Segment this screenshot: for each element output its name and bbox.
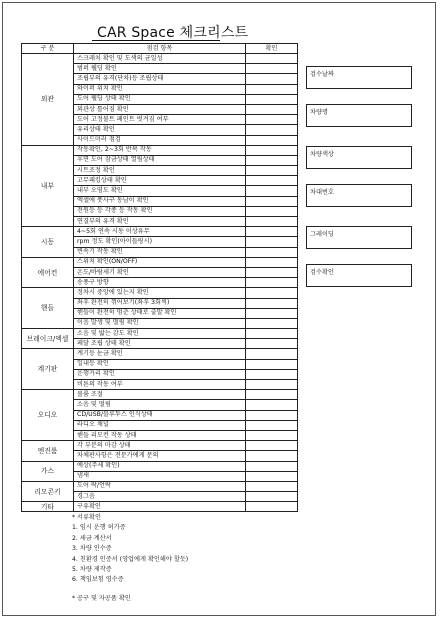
category-cell: 브레이크/엑셀 xyxy=(22,329,74,349)
table-row xyxy=(22,349,298,359)
side-field-box[interactable] xyxy=(306,146,412,169)
table-row xyxy=(22,329,298,339)
check-box-cell[interactable] xyxy=(246,481,298,491)
check-box-cell[interactable] xyxy=(246,390,298,400)
table-header-row xyxy=(22,44,298,54)
table-row xyxy=(22,481,298,491)
check-box-cell[interactable] xyxy=(246,257,298,267)
header-check: 확인 xyxy=(246,44,298,54)
check-item-cell: 라디오 채널 xyxy=(74,420,246,430)
check-item-cell: 정차시 중앙에 있는지 확인 xyxy=(74,288,246,298)
check-box-cell[interactable] xyxy=(246,227,298,237)
check-box-cell[interactable] xyxy=(246,267,298,277)
check-item-cell: 스위치 확인(ON/OFF) xyxy=(74,257,246,267)
category-cell: 엔진룸 xyxy=(22,441,74,461)
check-item-cell: 엑셀에 풋사구 동남이 확인 xyxy=(74,196,246,206)
category-cell: 리모콘키 xyxy=(22,481,74,501)
check-box-cell[interactable] xyxy=(246,104,298,114)
check-box-cell[interactable] xyxy=(246,471,298,481)
check-item-cell: 운행거리 확인 xyxy=(74,369,246,379)
table-row xyxy=(22,257,298,267)
category-cell: 가스 xyxy=(22,461,74,481)
check-box-cell[interactable] xyxy=(246,430,298,440)
check-box-cell[interactable] xyxy=(246,247,298,257)
check-box-cell[interactable] xyxy=(246,492,298,502)
side-field-label: 차대번호 xyxy=(310,189,334,196)
category-cell: 시동 xyxy=(22,227,74,258)
check-box-cell[interactable] xyxy=(246,186,298,196)
checklist-table xyxy=(21,43,298,512)
check-box-cell[interactable] xyxy=(246,349,298,359)
check-item-cell: 스크래치 확인 및 도색의 균일성 xyxy=(74,54,246,64)
check-box-cell[interactable] xyxy=(246,359,298,369)
check-item-cell: 핸들 리모컨 작동 상태 xyxy=(74,430,246,440)
side-field-label: 차량색상 xyxy=(310,151,334,158)
check-item-cell: 온도/바람세기 확인 xyxy=(74,267,246,277)
check-box-cell[interactable] xyxy=(246,74,298,84)
check-box-cell[interactable] xyxy=(246,410,298,420)
category-cell: 핸들 xyxy=(22,288,74,329)
side-field-box[interactable] xyxy=(306,264,412,287)
check-item-cell: 도어 웰딩 상태 확인 xyxy=(74,94,246,104)
title-underline xyxy=(92,40,220,41)
check-item-cell: 송풍구 방향 xyxy=(74,278,246,288)
page-title: CAR Space 체크리스트 xyxy=(97,25,249,41)
check-box-cell[interactable] xyxy=(246,318,298,328)
check-box-cell[interactable] xyxy=(246,369,298,379)
check-item-cell: 와이퍼 위치 확인 xyxy=(74,84,246,94)
check-item-cell: 조립부의 유격(단차)등 조립상태 xyxy=(74,74,246,84)
check-box-cell[interactable] xyxy=(246,441,298,451)
side-field-label: 차량명 xyxy=(310,109,328,116)
check-item-cell: 비튼의 작동 여부 xyxy=(74,380,246,390)
table-row xyxy=(22,227,298,237)
check-box-cell[interactable] xyxy=(246,380,298,390)
check-item-cell: 전원등 등 각종 등 작동 확인 xyxy=(74,206,246,216)
check-box-cell[interactable] xyxy=(246,155,298,165)
note-item: 4. 친환경 인증서 (영업에게 확인해야 할듯) xyxy=(72,555,189,563)
check-box-cell[interactable] xyxy=(246,420,298,430)
check-box-cell[interactable] xyxy=(246,461,298,471)
check-item-cell: 계기등 눈금 확인 xyxy=(74,349,246,359)
category-cell: 에어컨 xyxy=(22,257,74,288)
check-box-cell[interactable] xyxy=(246,237,298,247)
check-item-cell: 도어 고정볼트 페인트 벗겨짐 여부 xyxy=(74,115,246,125)
notes-footer: * 공구 및 자공품 확인 xyxy=(72,594,131,602)
note-item: 5. 차량 제작증 xyxy=(72,566,112,574)
check-item-cell: 시트조정 확인 xyxy=(74,166,246,176)
check-box-cell[interactable] xyxy=(246,64,298,74)
check-item-cell: 외관상 틀어짐 확인 xyxy=(74,104,246,114)
check-item-cell: 차체판사항은 전문가에게 문의 xyxy=(74,451,246,461)
check-item-cell: 냄새 xyxy=(74,471,246,481)
check-item-cell: 일내등 확인 xyxy=(74,359,246,369)
check-item-cell: 변속기 작동 확인 xyxy=(74,247,246,257)
check-item-cell: 내부 오염도 확인 xyxy=(74,186,246,196)
check-box-cell[interactable] xyxy=(246,451,298,461)
check-box-cell[interactable] xyxy=(246,400,298,410)
category-cell: 기타 xyxy=(22,502,74,512)
table-row xyxy=(22,288,298,298)
table-row xyxy=(22,54,298,64)
check-box-cell[interactable] xyxy=(246,278,298,288)
table-row xyxy=(22,390,298,400)
check-box-cell[interactable] xyxy=(246,288,298,298)
check-box-cell[interactable] xyxy=(246,308,298,318)
check-box-cell[interactable] xyxy=(246,502,298,512)
check-item-cell: 경그음 xyxy=(74,492,246,502)
side-field-box[interactable] xyxy=(306,104,412,127)
check-item-cell: CD/USB/블루투스 인식상태 xyxy=(74,410,246,420)
table-row xyxy=(22,461,298,471)
category-cell: 오디오 xyxy=(22,390,74,441)
note-item: 6. 책임보험 영수증 xyxy=(72,576,124,584)
check-box-cell[interactable] xyxy=(246,125,298,135)
check-item-cell: 후면 도어 잠금상태 열림상태 xyxy=(74,155,246,165)
category-cell: 외관 xyxy=(22,54,74,146)
table-row xyxy=(22,145,298,155)
check-item-cell: rpm 정도 확인(아이들링시) xyxy=(74,237,246,247)
side-field-label: 그레이딩 xyxy=(310,231,334,238)
category-cell: 내부 xyxy=(22,145,74,227)
check-item-cell: 사이드미러 점검 xyxy=(74,135,246,145)
table-row xyxy=(22,502,298,512)
check-item-cell: 범퍼 웰딩 확인 xyxy=(74,64,246,74)
check-item-cell: 구유확인 xyxy=(74,502,246,512)
category-cell: 계기판 xyxy=(22,349,74,390)
header-item: 점검 항목 xyxy=(74,44,246,54)
check-box-cell[interactable] xyxy=(246,339,298,349)
check-item-cell: 좌우 완전히 꺾어보기(좌우 3회씩) xyxy=(74,298,246,308)
notes-heading: * 서류확인 xyxy=(72,514,101,521)
note-item: 2. 세금 계산서 xyxy=(72,534,112,542)
notes-list xyxy=(72,523,188,585)
check-box-cell[interactable] xyxy=(246,176,298,186)
check-item-cell: 핸들이 완전히 멈춘 상태로 출발 확인 xyxy=(74,308,246,318)
check-box-cell[interactable] xyxy=(246,84,298,94)
check-box-cell[interactable] xyxy=(246,94,298,104)
check-box-cell[interactable] xyxy=(246,329,298,339)
check-item-cell: 연결부의 유격 확인 xyxy=(74,217,246,227)
check-item-cell: 도어 락/언락 xyxy=(74,481,246,491)
check-item-cell: 각 부분의 마감 상태 xyxy=(74,441,246,451)
header-category: 구 분 xyxy=(22,44,74,54)
document-notes xyxy=(72,513,188,604)
notes-gap xyxy=(72,586,188,594)
check-item-cell: 유리상태 확인 xyxy=(74,125,246,135)
check-item-cell: 페달 조립 상태 확인 xyxy=(74,339,246,349)
check-item-cell: 작동확인, 2~3회 반복 작동 xyxy=(74,145,246,155)
check-item-cell: 소음 및 밟는 감도 확인 xyxy=(74,329,246,339)
check-box-cell[interactable] xyxy=(246,166,298,176)
check-item-cell: 볼륨 조절 xyxy=(74,390,246,400)
check-box-cell[interactable] xyxy=(246,54,298,64)
side-field-label: 검수날짜 xyxy=(310,71,334,78)
side-field-label: 검수확인 xyxy=(310,269,334,276)
check-box-cell[interactable] xyxy=(246,217,298,227)
check-box-cell[interactable] xyxy=(246,115,298,125)
check-item-cell: 예상(주세 확인) xyxy=(74,461,246,471)
side-field-box[interactable] xyxy=(306,66,412,89)
check-box-cell[interactable] xyxy=(246,298,298,308)
check-item-cell: 고무패킹상태 확인 xyxy=(74,176,246,186)
note-item: 1. 임시 운행 허가증 xyxy=(72,524,126,532)
side-field-box[interactable] xyxy=(306,226,412,249)
table-row xyxy=(22,441,298,451)
checklist-body xyxy=(22,54,298,512)
check-box-cell[interactable] xyxy=(246,206,298,216)
check-box-cell[interactable] xyxy=(246,145,298,155)
check-box-cell[interactable] xyxy=(246,196,298,206)
check-box-cell[interactable] xyxy=(246,135,298,145)
check-item-cell: 이음 발생 및 떨림 확인 xyxy=(74,318,246,328)
note-item: 3. 차량 인수증 xyxy=(72,545,112,553)
check-item-cell: 4~5회 연속 시동 이상유무 xyxy=(74,227,246,237)
side-field-box[interactable] xyxy=(306,184,412,207)
check-item-cell: 소음 및 떨림 xyxy=(74,400,246,410)
